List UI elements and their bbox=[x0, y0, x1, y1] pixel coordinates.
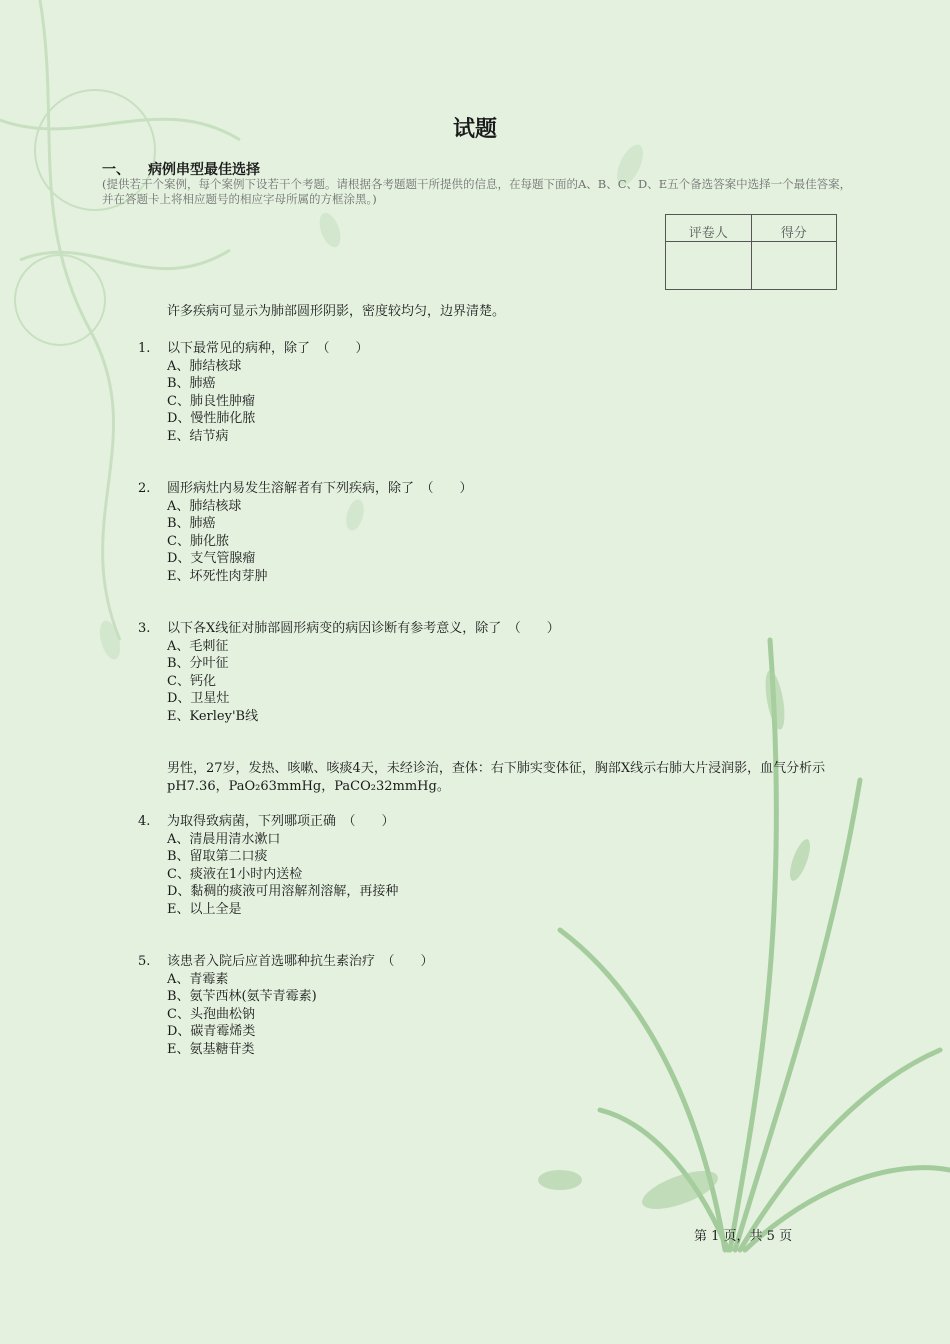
question-1 bbox=[138, 340, 369, 445]
question-number: 5. bbox=[138, 954, 151, 969]
grader-header: 评卷人 bbox=[666, 215, 752, 242]
question-stem: 以下各X线征对肺部圆形病变的病因诊断有参考意义，除了 （ ） bbox=[167, 621, 560, 636]
option-c[interactable]: C、钙化 bbox=[167, 673, 216, 689]
option-d[interactable]: D、卫星灶 bbox=[167, 691, 230, 706]
option-c[interactable]: C、肺化脓 bbox=[167, 533, 229, 549]
case-intro-1: 许多疾病可显示为肺部圆形阴影，密度较均匀，边界清楚。 bbox=[167, 304, 506, 319]
score-cell[interactable] bbox=[751, 242, 837, 290]
question-5 bbox=[138, 953, 434, 1058]
option-b[interactable]: B、分叶征 bbox=[167, 656, 229, 671]
question-3 bbox=[138, 620, 560, 725]
option-a[interactable]: A、青霉素 bbox=[167, 971, 229, 987]
option-e[interactable]: E、坏死性肉芽肿 bbox=[167, 568, 268, 584]
section-heading-text: 病例串型最佳选择 bbox=[148, 162, 260, 178]
option-d[interactable]: D、慢性肺化脓 bbox=[167, 411, 256, 426]
option-b[interactable]: B、肺癌 bbox=[167, 376, 216, 391]
section-number: 一、 bbox=[102, 162, 130, 178]
score-table bbox=[665, 214, 837, 290]
option-e[interactable]: E、以上全是 bbox=[167, 901, 242, 917]
question-stem: 以下最常见的病种，除了 （ ） bbox=[167, 341, 369, 356]
question-stem: 圆形病灶内易发生溶解者有下列疾病，除了 （ ） bbox=[167, 481, 473, 496]
option-c[interactable]: C、头孢曲松钠 bbox=[167, 1006, 255, 1022]
case-intro-2: 男性，27岁，发热、咳嗽、咳痰4天，未经诊治，查体：右下肺实变体征，胸部X线示右肺大片浸润影，血气分析示pH7.36，PaO₂63mmHg，PaCO₂32mmHg。 bbox=[167, 761, 826, 794]
option-d[interactable]: D、支气管腺瘤 bbox=[167, 551, 256, 566]
question-number: 2. bbox=[138, 481, 151, 496]
option-b[interactable]: B、氨苄西林(氨苄青霉素) bbox=[167, 989, 317, 1004]
question-number: 3. bbox=[138, 621, 151, 636]
question-number: 4. bbox=[138, 814, 151, 829]
option-a[interactable]: A、肺结核球 bbox=[167, 358, 242, 374]
option-b[interactable]: B、肺癌 bbox=[167, 516, 216, 531]
option-a[interactable]: A、清晨用清水漱口 bbox=[167, 831, 281, 847]
option-c[interactable]: C、肺良性肿瘤 bbox=[167, 393, 255, 409]
option-d[interactable]: D、黏稠的痰液可用溶解剂溶解，再接种 bbox=[167, 884, 399, 899]
page-footer: 第 1 页，共 5 页 bbox=[694, 1229, 793, 1244]
option-a[interactable]: A、肺结核球 bbox=[167, 498, 242, 514]
question-stem: 该患者入院后应首选哪种抗生素治疗 （ ） bbox=[167, 954, 434, 969]
option-e[interactable]: E、结节病 bbox=[167, 428, 229, 444]
option-a[interactable]: A、毛刺征 bbox=[167, 638, 229, 654]
question-4 bbox=[138, 813, 398, 918]
grader-cell[interactable] bbox=[666, 242, 752, 290]
option-c[interactable]: C、痰液在1小时内送检 bbox=[167, 866, 303, 882]
question-2 bbox=[138, 480, 473, 585]
option-b[interactable]: B、留取第二口痰 bbox=[167, 849, 268, 864]
question-stem: 为取得致病菌，下列哪项正确 （ ） bbox=[167, 814, 395, 829]
page-title: 试题 bbox=[452, 117, 497, 142]
option-e[interactable]: E、氨基糖苷类 bbox=[167, 1041, 255, 1057]
question-number: 1. bbox=[138, 341, 151, 356]
option-e[interactable]: E、Kerley'B线 bbox=[167, 708, 259, 724]
section-instructions: (提供若干个案例，每个案例下设若干个考题。请根据各考题题干所提供的信息，在每题下面的A、B、C、D、E五个备选答案中选择一个最佳答案，并在答题卡上将相应题号的相应字母所属的方框涂黑。) bbox=[102, 177, 852, 206]
option-d[interactable]: D、碳青霉烯类 bbox=[167, 1024, 256, 1039]
section-heading bbox=[102, 159, 260, 179]
score-header: 得分 bbox=[751, 215, 837, 242]
